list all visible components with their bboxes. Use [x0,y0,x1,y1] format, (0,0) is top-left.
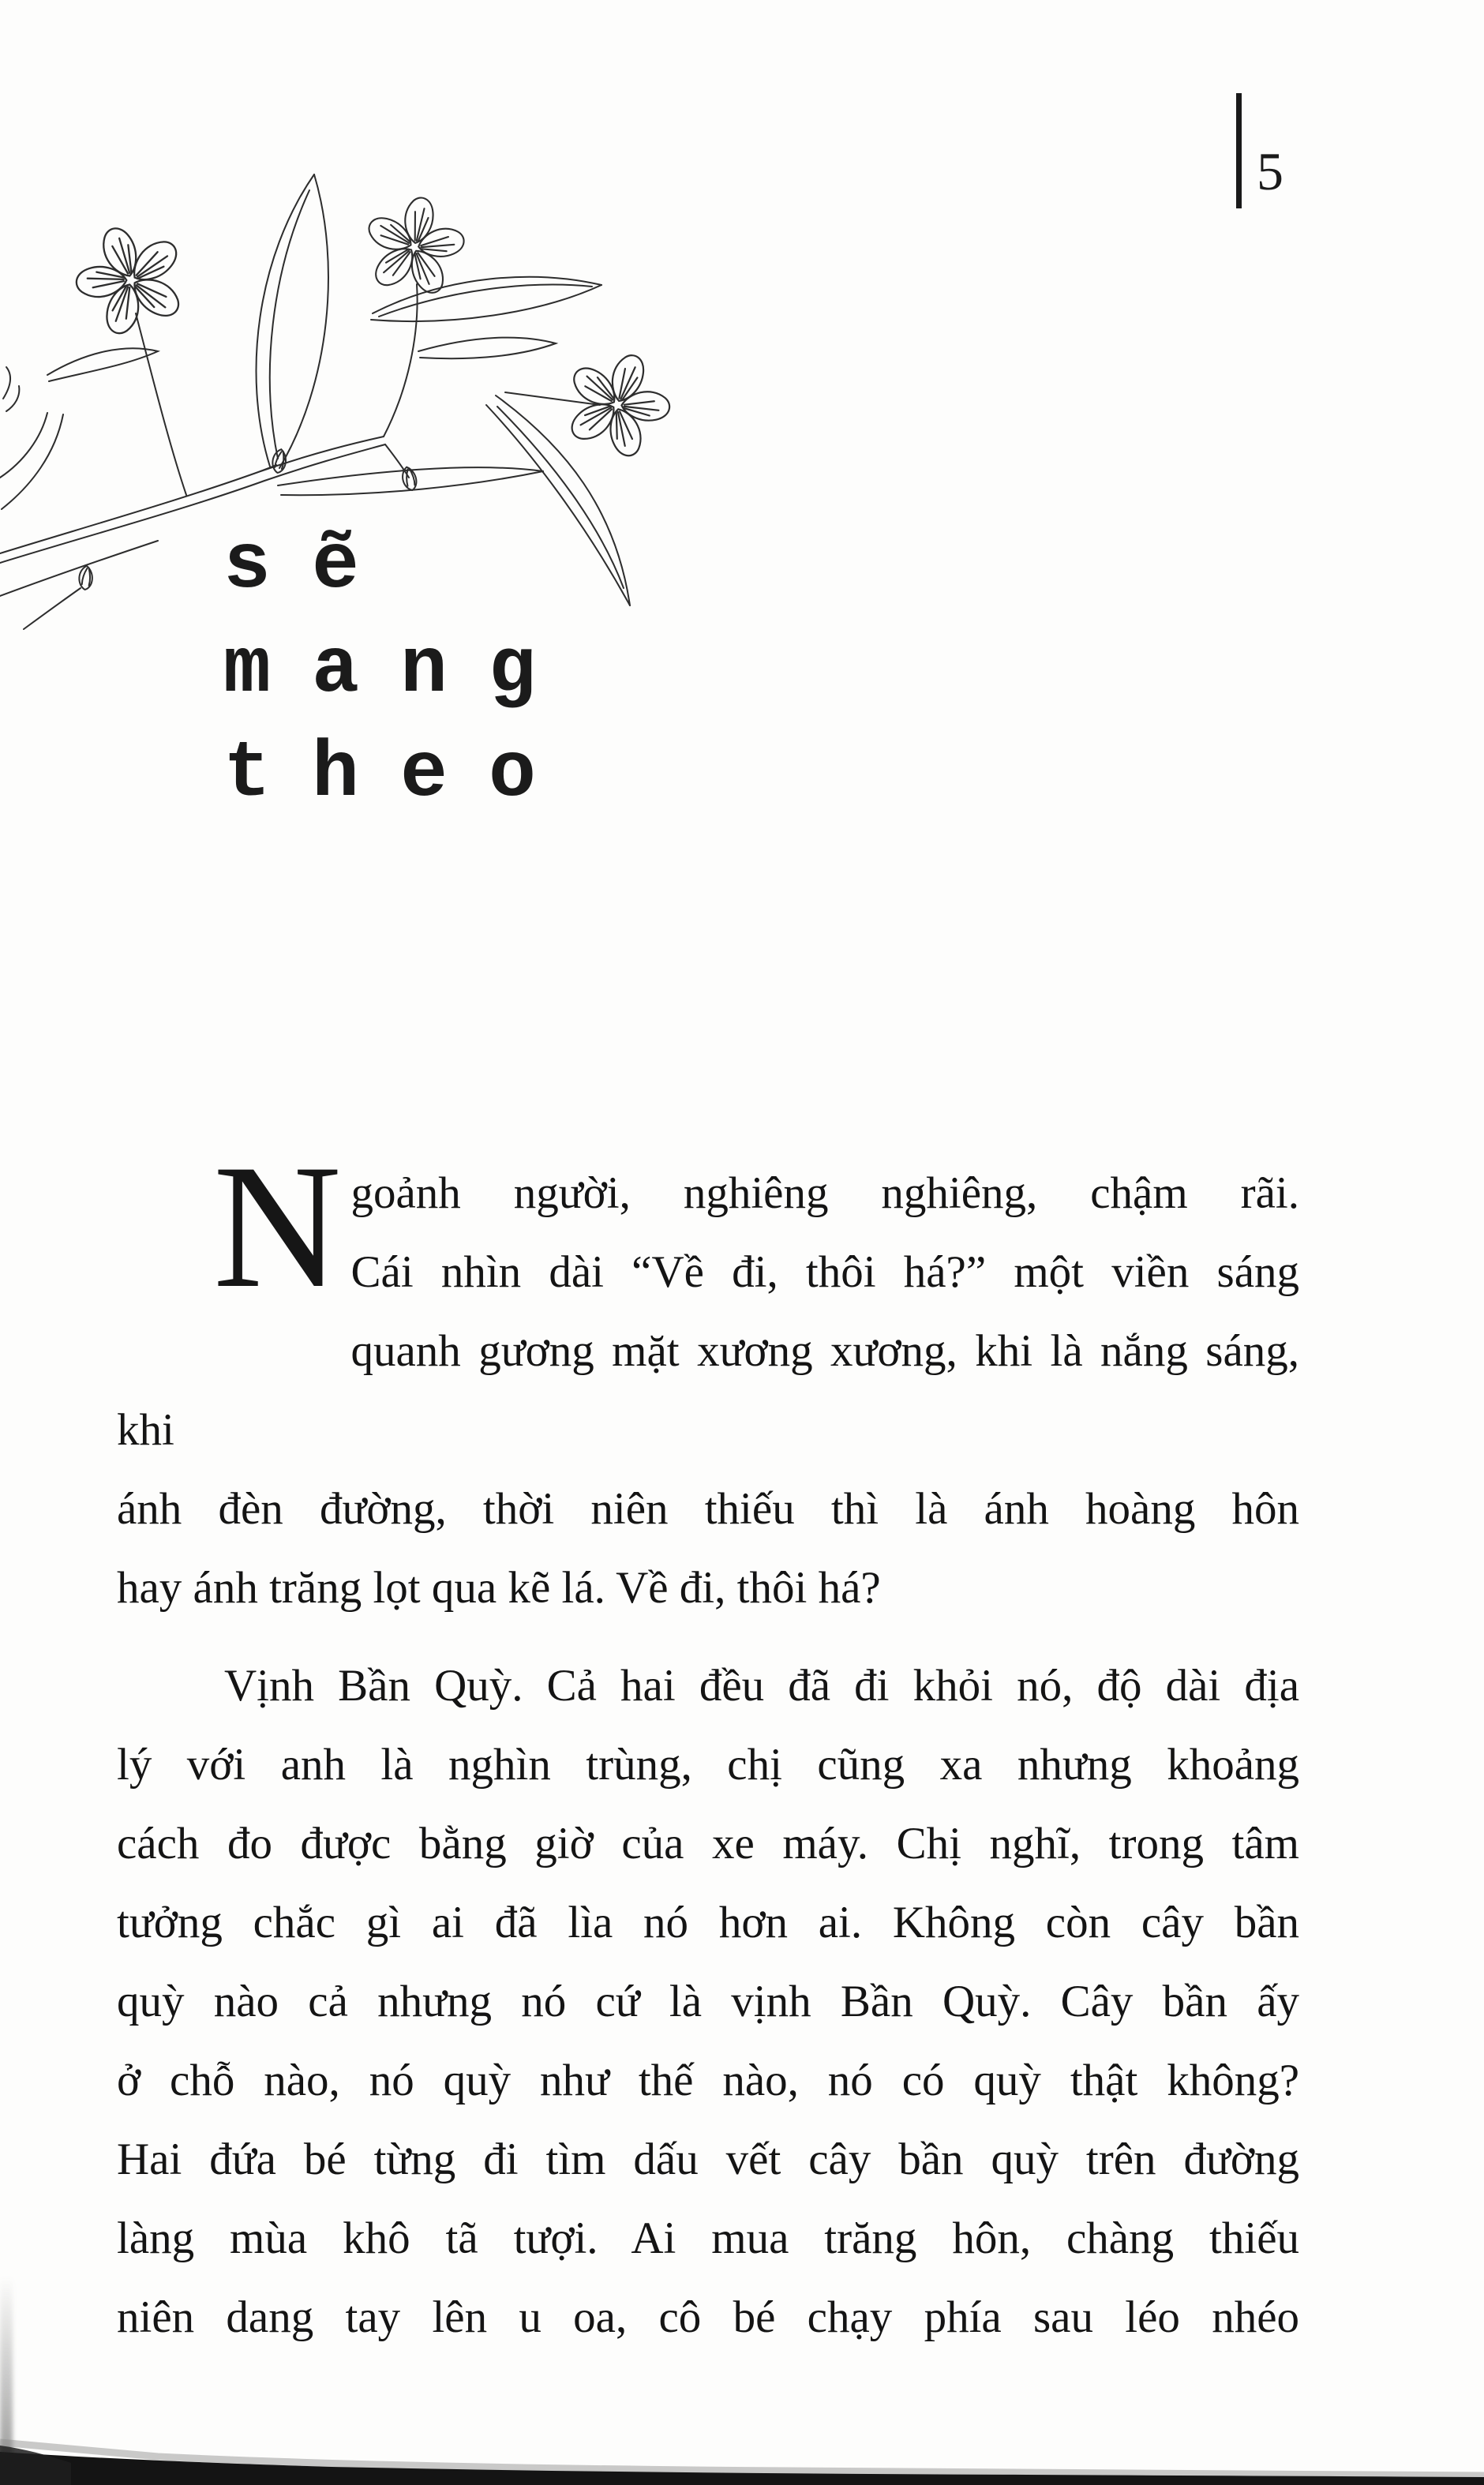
page-number: 5 [1257,141,1284,201]
title-line: sẽ [223,522,401,611]
text-line: tưởng chắc gì ai đã lìa nó hơn ai. Không còn cây bần [117,1898,1299,1947]
text-line: niên dang tay lên u oa, cô bé chạy phía sau léo nhéo [117,2292,1299,2342]
paragraph [117,1647,1299,2357]
text-line: ánh đèn đường, thời niên thiếu thì là ánh hoàng hôn [117,1484,1299,1534]
chapter-title [223,515,577,827]
text-line: Hai đứa bé từng đi tìm dấu vết cây bần quỳ trên đường [117,2135,1299,2184]
title-line: theo [223,730,578,819]
text-line: hay ánh trăng lọt qua kẽ lá. Về đi, thôi há? [117,1563,881,1613]
text-line: quỳ nào cả nhưng nó cứ là vịnh Bần Quỳ. Cây bần ấy [117,1977,1299,2026]
page-number-rule [1236,93,1242,208]
text-line: làng mùa khô tã tượi. Ai mua trăng hôn, chàng thiếu [117,2213,1299,2263]
drop-cap: N [213,1127,342,1325]
bottom-scan-edge [0,2430,1484,2485]
text-line: quanh gương mặt xương xương, khi là nắng sáng, khi [117,1326,1299,1455]
title-line: mang [223,626,578,715]
paragraph [117,1127,1299,1628]
text-line: cách đo được bằng giờ của xe máy. Chị nghĩ, trong tâm [117,1819,1299,1868]
text-line: ở chỗ nào, nó quỳ như thế nào, nó có quỳ thật không? [117,2056,1299,2105]
text-line: Vịnh Bần Quỳ. Cả hai đều đã đi khỏi nó, độ dài địa [224,1661,1299,1711]
text-line: Cái nhìn dài “Về đi, thôi há?” một viền sáng [350,1247,1299,1297]
text-line: lý với anh là nghìn trùng, chị cũng xa nhưng khoảng [117,1740,1299,1790]
body-text [117,1127,1299,2357]
text-line: goảnh người, nghiêng nghiêng, chậm rãi. [350,1168,1299,1218]
